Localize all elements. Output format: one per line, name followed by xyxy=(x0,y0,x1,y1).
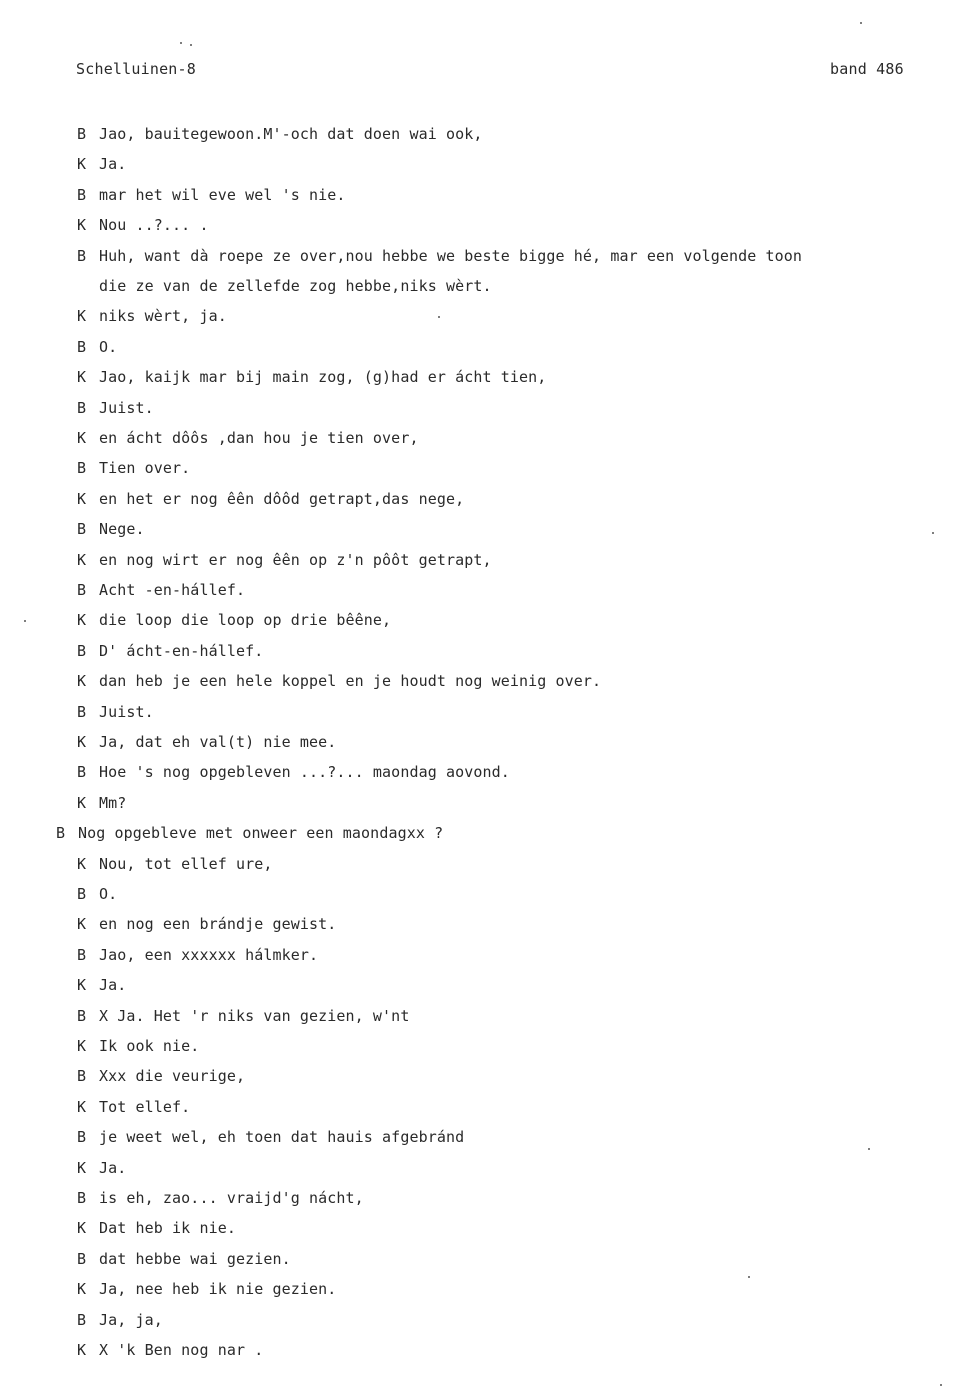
speaker-label: K xyxy=(77,216,87,235)
scan-speck xyxy=(438,316,440,318)
speaker-label: B xyxy=(77,702,87,721)
scan-speck xyxy=(868,1148,870,1150)
speaker-label: K xyxy=(77,854,87,873)
speaker-label: K xyxy=(77,1280,87,1299)
speaker-label: B xyxy=(77,945,87,964)
speaker-label: K xyxy=(77,1219,87,1238)
utterance-text: en nog wirt er nog êên op z'n pôôt getrapt, xyxy=(99,550,492,569)
utterance-text: Ja. xyxy=(99,1158,127,1177)
transcript-line xyxy=(77,185,346,205)
utterance-text: is eh, zao... vraijd'g nácht, xyxy=(99,1189,364,1207)
transcript-line xyxy=(77,458,190,478)
utterance-text: Nege. xyxy=(99,520,145,539)
document-title: Schelluinen-8 xyxy=(76,60,196,78)
utterance-text: Jao, een xxxxxx hálmker. xyxy=(99,945,319,964)
speaker-label: B xyxy=(77,885,87,903)
scan-speck xyxy=(748,1276,750,1278)
transcript-line xyxy=(77,519,145,539)
transcript-line xyxy=(77,1066,245,1086)
speaker-label: B xyxy=(77,763,87,782)
speaker-label: K xyxy=(77,1037,87,1055)
transcript-line xyxy=(77,671,601,691)
scan-speck xyxy=(932,532,934,534)
utterance-text: Acht -en-hállef. xyxy=(99,581,246,599)
speaker-label: B xyxy=(77,1067,87,1086)
speaker-label: K xyxy=(77,489,87,508)
utterance-text: dan heb je een hele koppel en je houdt nog weinig over. xyxy=(99,672,602,691)
scan-speck xyxy=(190,44,192,46)
utterance-text: Juist. xyxy=(99,398,154,417)
scan-speck xyxy=(24,620,26,622)
utterance-text: Ja. xyxy=(99,155,127,174)
transcript-line xyxy=(77,702,154,722)
transcript-line xyxy=(77,154,126,174)
utterance-text: dat hebbe wai gezien. xyxy=(99,1249,291,1268)
speaker-label: B xyxy=(77,125,87,143)
scan-speck xyxy=(860,22,862,24)
speaker-label: K xyxy=(77,155,87,174)
utterance-text: Tot ellef. xyxy=(99,1097,191,1116)
utterance-text: mar het wil eve wel 's nie. xyxy=(99,185,346,204)
utterance-text: en ácht dôôs ,dan hou je tien over, xyxy=(99,429,419,447)
utterance-text: Huh, want dà roepe ze over,nou hebbe we beste bigge hé, mar een volgende toon xyxy=(99,246,803,265)
utterance-text: niks wèrt, ja. xyxy=(99,307,227,326)
transcript-line xyxy=(77,884,117,904)
transcript-line xyxy=(77,914,336,934)
scan-speck xyxy=(180,42,182,44)
speaker-label: B xyxy=(77,1006,87,1025)
transcript-line xyxy=(77,945,318,965)
transcript-line xyxy=(77,367,546,387)
utterance-text: je weet wel, eh toen dat hauis afgebránd xyxy=(99,1128,465,1147)
utterance-text: Tien over. xyxy=(99,459,191,478)
speaker-label: B xyxy=(77,641,87,660)
transcript-line xyxy=(77,398,154,418)
speaker-label: K xyxy=(77,611,87,630)
transcript-line xyxy=(99,276,492,296)
speaker-label: K xyxy=(77,550,87,569)
speaker-label: K xyxy=(77,915,87,934)
transcript-line xyxy=(77,793,126,813)
transcript-line xyxy=(77,1097,190,1117)
utterance-text: die loop die loop op drie bêêne, xyxy=(99,611,392,630)
speaker-label: B xyxy=(56,824,66,843)
transcript-line xyxy=(77,550,492,570)
transcript-line xyxy=(77,641,263,661)
utterance-text: X 'k Ben nog nar . xyxy=(99,1341,264,1359)
utterance-text: en nog een brándje gewist. xyxy=(99,915,337,934)
transcript-line xyxy=(77,1188,364,1208)
transcript-line xyxy=(77,306,227,326)
transcript-line xyxy=(77,337,117,357)
speaker-label: K xyxy=(77,307,87,326)
transcript-line xyxy=(77,1340,263,1360)
speaker-label: B xyxy=(77,185,87,204)
utterance-text: Xxx die veurige, xyxy=(99,1067,246,1086)
utterance-text: Nou ..?... . xyxy=(99,216,209,235)
transcript-line xyxy=(77,1249,291,1269)
speaker-label: K xyxy=(77,793,87,812)
transcript-line xyxy=(77,489,464,509)
speaker-label: B xyxy=(77,581,87,599)
utterance-text: Jao, bauitegewoon.M'-och dat doen wai ook, xyxy=(99,125,483,143)
utterance-text: Nou, tot ellef ure, xyxy=(99,854,273,873)
utterance-text: die ze van de zellefde zog hebbe,niks wèrt. xyxy=(99,277,492,295)
speaker-label: K xyxy=(77,672,87,691)
speaker-label: B xyxy=(77,337,87,356)
speaker-label: B xyxy=(77,1189,87,1207)
speaker-label: K xyxy=(77,368,87,387)
transcript-line xyxy=(77,428,419,448)
transcript-line xyxy=(77,246,802,266)
transcript-line xyxy=(77,215,209,235)
utterance-text: Dat heb ik nie. xyxy=(99,1219,236,1238)
utterance-text: D' ácht-en-hállef. xyxy=(99,641,264,660)
scan-speck xyxy=(940,1384,942,1386)
speaker-label: K xyxy=(77,429,87,447)
tape-reference: band 486 xyxy=(830,60,904,78)
transcript-line xyxy=(77,124,483,144)
speaker-label: K xyxy=(77,733,87,751)
transcript-line xyxy=(77,1127,464,1147)
transcript-line xyxy=(77,1218,236,1238)
utterance-text: Nog opgebleve met onweer een maondagxx ? xyxy=(78,824,444,843)
utterance-text: O. xyxy=(99,885,118,903)
transcript-line xyxy=(77,732,336,752)
speaker-label: K xyxy=(77,1097,87,1116)
transcript-line xyxy=(77,1036,199,1056)
utterance-text: O. xyxy=(99,337,118,356)
utterance-text: Juist. xyxy=(99,702,154,721)
utterance-text: Hoe 's nog opgebleven ...?... maondag aovond. xyxy=(99,763,510,782)
speaker-label: B xyxy=(77,1249,87,1268)
transcript-line xyxy=(77,580,245,600)
utterance-text: Ja, nee heb ik nie gezien. xyxy=(99,1280,337,1299)
speaker-label: K xyxy=(77,1341,87,1359)
utterance-text: Ja, dat eh val(t) nie mee. xyxy=(99,733,337,751)
utterance-text: X Ja. Het 'r niks van gezien, w'nt xyxy=(99,1006,410,1025)
utterance-text: Ik ook nie. xyxy=(99,1037,200,1055)
utterance-text: Jao, kaijk mar bij main zog, (g)had er ácht tien, xyxy=(99,368,547,387)
utterance-text: Mm? xyxy=(99,793,127,812)
transcript-line xyxy=(77,1006,409,1026)
utterance-text: en het er nog êên dôôd getrapt,das nege, xyxy=(99,489,465,508)
transcript-line xyxy=(77,1158,126,1178)
speaker-label: K xyxy=(77,1158,87,1177)
transcript-line xyxy=(77,1279,336,1299)
transcript-line xyxy=(77,1310,163,1330)
speaker-label: K xyxy=(77,976,87,995)
speaker-label: B xyxy=(77,520,87,539)
utterance-text: Ja. xyxy=(99,976,127,995)
transcript-line xyxy=(77,975,126,995)
speaker-label: B xyxy=(77,459,87,478)
utterance-text: Ja, ja, xyxy=(99,1310,163,1329)
transcript-line xyxy=(56,823,443,843)
transcript-line xyxy=(77,610,391,630)
speaker-label: B xyxy=(77,246,87,265)
transcript-line xyxy=(77,762,510,782)
speaker-label: B xyxy=(77,1310,87,1329)
transcript-line xyxy=(77,854,272,874)
speaker-label: B xyxy=(77,398,87,417)
speaker-label: B xyxy=(77,1128,87,1147)
